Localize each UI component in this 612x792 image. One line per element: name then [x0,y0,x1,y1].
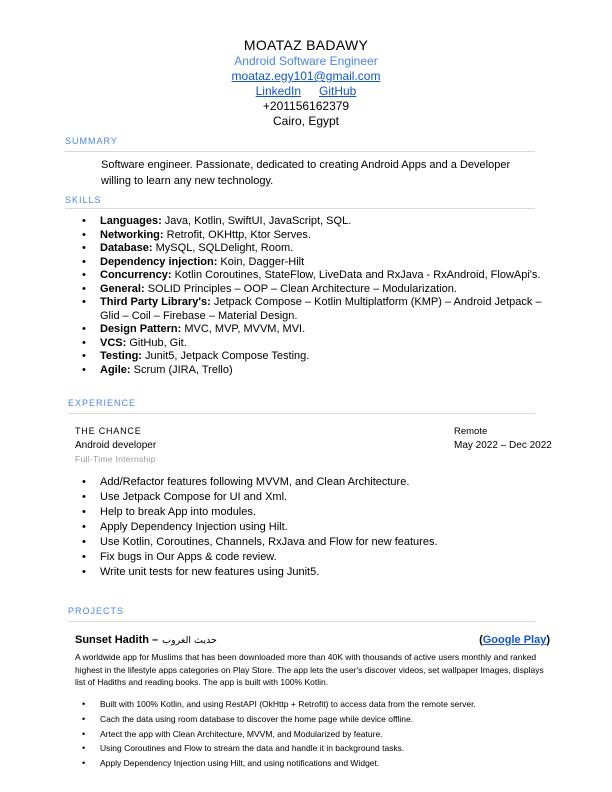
job-dates: May 2022 – Dec 2022 [454,440,552,451]
skills-divider [65,208,535,209]
skill-item: • Dependency injection: Koin, Dagger-Hilt [82,256,552,270]
email-link[interactable]: moataz.egy101@gmail.com [231,69,381,83]
skill-item: • VCS: GitHub, Git. [82,337,552,351]
job-type: Full-Time Internship [75,454,156,464]
project-bullets [82,697,552,771]
phone-number: +201156162379 [262,99,350,113]
list-item: • Write unit tests for new features using Junit5. [82,565,552,580]
skill-item: • General: SOLID Principles – OOP – Clean Architecture – Modularization. [82,283,552,297]
project-title [75,634,217,646]
skill-item: • Testing: Junit5, Jetpack Compose Testing. [82,350,552,364]
skill-item: • Database: MySQL, SQLDelight, Room. [82,242,552,256]
list-item: • Use Kotlin, Coroutines, Channels, RxJava and Flow for new features. [82,535,552,550]
list-item: • Add/Refactor features following MVVM, and Clean Architecture. [82,475,552,490]
list-item: • Artect the app with Clean Architecture, MVVM, and Modularized by feature. [82,727,552,742]
list-item: • Built with 100% Kotlin, and using RestAPI (OkHttp + Retrofit) to access data from the remote server. [82,697,552,712]
skill-item: • Third Party Library's: Jetpack Compose – Kotlin Multiplatform (KMP) – Android Jetpack – Glid – Coil – Firebase – Material Design. [82,296,552,323]
project-description: A worldwide app for Muslims that has been downloaded more than 40K with thousands of active users monthly and ranked highest in the lifestyle apps categories on Play Store. The app lets the user's discover videos, set wallpaper Images, displays list of Hadiths and reading books. The app is built with 100% Kotlin. [75,652,544,687]
experience-divider [68,413,535,414]
profile-links [0,84,612,99]
job-title: Android Software Engineer [234,54,378,68]
location: Cairo, Egypt [272,114,340,128]
project-name-arabic: حديث الغروب [162,635,217,646]
candidate-name: MOATAZ BADAWY [243,37,369,53]
list-item: • Apply Dependency Injection using Hilt. [82,520,552,535]
summary-heading: SUMMARY [65,136,118,146]
list-item: • Fix bugs in Our Apps & code review. [82,550,552,565]
google-play-link[interactable]: Google Play [482,634,547,646]
skill-item: • Concurrency: Kotlin Coroutines, StateFlow, LiveData and RxJava - RxAndroid, FlowApi's. [82,269,552,283]
resume-header [0,37,612,129]
company-name: THE CHANCE [75,426,142,436]
skills-list [82,215,552,377]
summary-text: Software engineer. Passionate, dedicated to creating Android Apps and a Developer willing to learn any new technology. [101,159,511,187]
list-item: • Cach the data using room database to discover the home page while device offline. [82,712,552,727]
summary-divider [65,151,535,152]
experience-heading: EXPERIENCE [68,398,137,408]
projects-divider [68,621,535,622]
skill-item: • Languages: Java, Kotlin, SwiftUI, JavaScript, SQL. [82,215,552,229]
list-item: • Using Coroutines and Flow to stream the data and handle it in background tasks. [82,741,552,756]
list-item: • Apply Dependency Injection using Hilt, and using notifications and Widget. [82,756,552,771]
project-store-link: (Google Play) [479,634,550,646]
projects-heading: PROJECTS [68,606,125,616]
github-link[interactable]: GitHub [319,84,357,98]
skill-item: • Agile: Scrum (JIRA, Trello) [82,364,552,378]
list-item: • Help to break App into modules. [82,505,552,520]
project-name: Sunset Hadith – [75,634,159,646]
linkedin-link[interactable]: LinkedIn [255,84,301,98]
skill-item: • Networking: Retrofit, OKHttp, Ktor Serves. [82,229,552,243]
experience-bullets [82,475,552,580]
list-item: • Use Jetpack Compose for UI and Xml. [82,490,552,505]
job-role: Android developer [75,440,157,451]
skill-item: • Design Pattern: MVC, MVP, MVVM, MVI. [82,323,552,337]
job-location: Remote [454,426,488,437]
skills-heading: SKILLS [65,195,102,205]
